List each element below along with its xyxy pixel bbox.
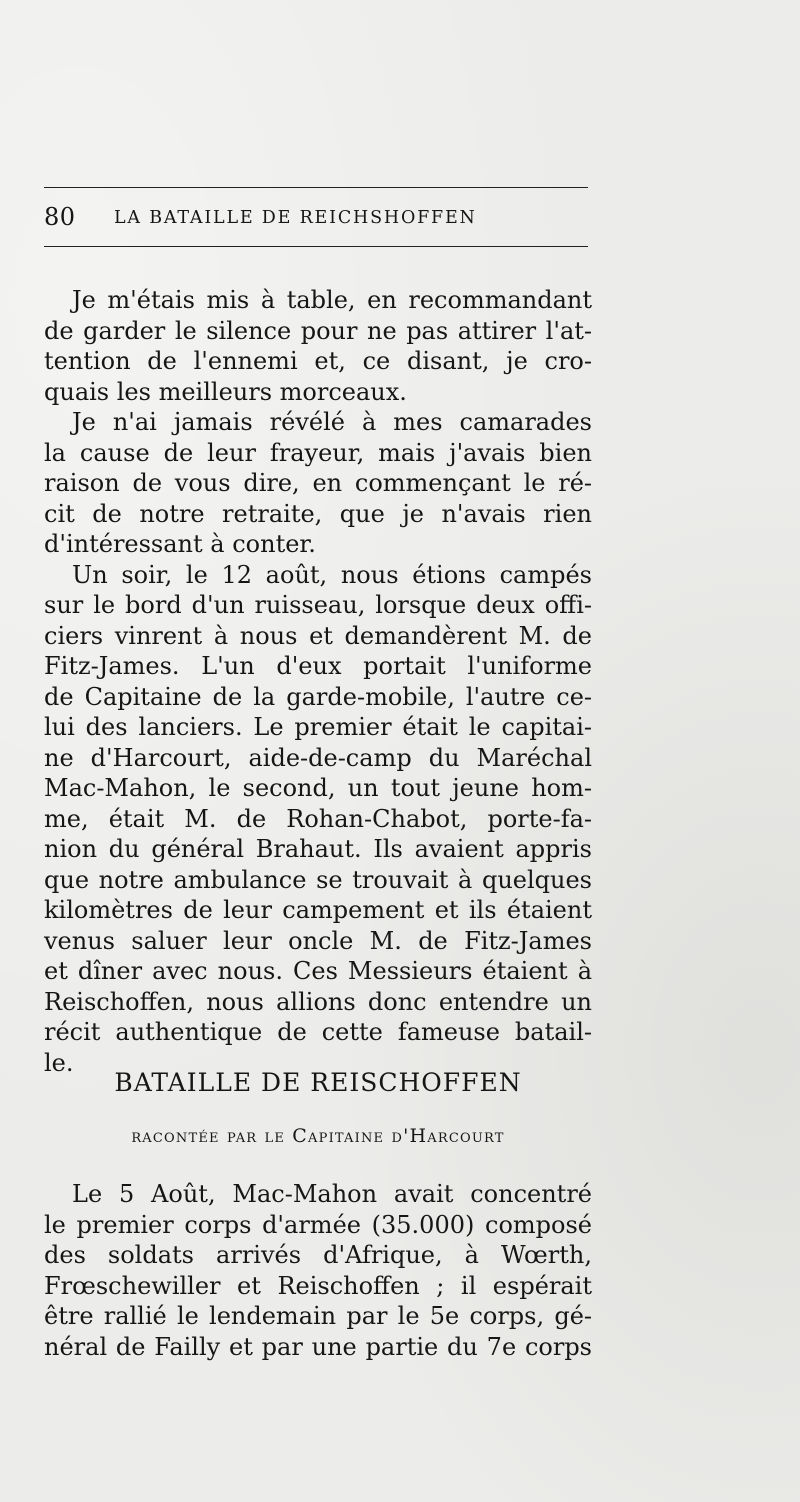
paragraph-3-line-4: Fitz-James. L'un d'eux portait l'uniforme: [44, 652, 592, 680]
paragraph-2-line-5: d'intéressant à conter.: [44, 530, 316, 558]
paragraph-3-line-11: que notre ambulance se trouvait à quelques: [44, 865, 592, 894]
paragraph-3-line-1: Un soir, le 12 août, nous étions campés: [72, 560, 592, 589]
paragraph-4-line-2: le premier corps d'armée (35.000) composé: [44, 1210, 592, 1239]
paragraph-3-line-8: Mac-Mahon, le second, un tout jeune hom-: [44, 774, 592, 802]
paragraph-3-line-2: sur le bord d'un ruisseau, lorsque deux offi-: [44, 591, 592, 619]
text-block-upper: [44, 285, 592, 1078]
paragraph-2-line-4: cit de notre retraite, que je n'avais rien: [44, 499, 592, 528]
paragraph-1-line-3: tention de l'ennemi et, ce disant, je cro-: [44, 347, 592, 375]
paragraph-3-line-13: venus saluer leur oncle M. de Fitz-James: [44, 926, 592, 955]
paragraph-3-line-16: récit authentique de cette fameuse batail-: [44, 1018, 592, 1046]
page-number: 80: [44, 203, 76, 231]
text-block-lower: [44, 1179, 592, 1362]
header-bottom-rule: [44, 246, 588, 247]
paragraph-3-line-14: et dîner avec nous. Ces Messieurs étaient à: [44, 957, 592, 985]
paragraph-3-line-6: lui des lanciers. Le premier était le capitai-: [44, 713, 592, 741]
paragraph-2-line-3: raison de vous dire, en commençant le ré-: [44, 469, 592, 497]
header-top-rule: [44, 187, 588, 188]
paragraph-3-line-17: le.: [44, 1048, 74, 1077]
section-subtitle: racontée par le Capitaine d'Harcourt: [131, 1125, 505, 1147]
paragraph-1-line-2: de garder le silence pour ne pas attirer l'at-: [44, 316, 592, 345]
paragraph-1-line-1: Je m'étais mis à table, en recommandant: [72, 286, 592, 314]
paragraph-4-line-1: Le 5 Août, Mac-Mahon avait concentré: [72, 1180, 592, 1208]
paragraph-4-line-6: néral de Failly et par une partie du 7e corps: [44, 1332, 592, 1361]
paragraph-4-line-4: Frœschewiller et Reischoffen ; il espérait: [44, 1271, 592, 1300]
running-header: [44, 203, 594, 235]
paragraph-4-line-5: être rallié le lendemain par le 5e corps, gé-: [44, 1302, 592, 1330]
running-title: LA BATAILLE DE REICHSHOFFEN: [114, 208, 477, 228]
paragraph-3-line-15: Reischoffen, nous allions donc entendre un: [44, 987, 592, 1016]
paragraph-3-line-9: me, était M. de Rohan-Chabot, porte-fa-: [44, 804, 592, 833]
paragraph-3-line-7: ne d'Harcourt, aide-de-camp du Maréchal: [44, 743, 592, 772]
paragraph-2-line-1: Je n'ai jamais révélé à mes camarades: [72, 408, 592, 436]
paragraph-3-line-3: ciers vinrent à nous et demandèrent M. de: [44, 621, 592, 650]
paragraph-1-line-4: quais les meilleurs morceaux.: [44, 377, 407, 406]
section-title: BATAILLE DE REISCHOFFEN: [114, 1068, 522, 1097]
paragraph-3-line-12: kilomètres de leur campement et ils étaient: [44, 896, 592, 924]
paragraph-4-line-3: des soldats arrivés d'Afrique, à Wœrth,: [44, 1241, 592, 1269]
paragraph-2-line-2: la cause de leur frayeur, mais j'avais bien: [44, 438, 592, 467]
paragraph-3-line-10: nion du général Brahaut. Ils avaient appris: [44, 835, 592, 863]
paragraph-3-line-5: de Capitaine de la garde-mobile, l'autre ce-: [44, 682, 592, 711]
